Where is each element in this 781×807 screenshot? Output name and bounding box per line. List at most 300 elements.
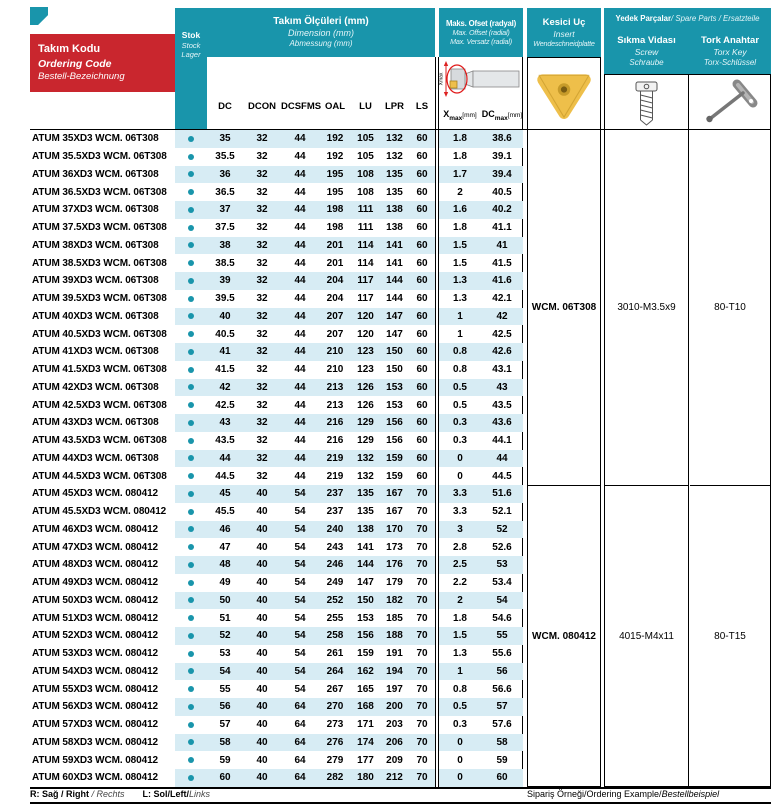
xmax-cell: 0.3 (453, 435, 467, 447)
tool-code-cell: ATUM 44.5XD3 WCM. 06T308 (32, 470, 167, 482)
dcmax-cell: 59 (496, 754, 508, 766)
stock-dot-icon (188, 775, 194, 781)
dcon-cell: 40 (243, 556, 281, 574)
xmax-cell: 1.8 (453, 222, 467, 234)
dcmax-cell: 39.1 (492, 151, 512, 163)
ls-cell: 60 (409, 272, 435, 290)
oal-cell: 258 (319, 627, 351, 645)
lpr-cell: 141 (380, 237, 409, 255)
table-row (30, 751, 523, 769)
xmax-cell: 0 (457, 470, 463, 482)
dc-cell: 39.5 (215, 293, 235, 305)
dcon-cell: 32 (256, 151, 268, 163)
dcmax-cell: 42.1 (492, 293, 512, 305)
dc-cell: 38 (207, 237, 243, 255)
tool-code-cell: ATUM 56XD3 WCM. 080412 (32, 701, 158, 713)
dc-cell: 52 (207, 627, 243, 645)
table-row (30, 716, 523, 734)
ordering-code-header (30, 34, 175, 92)
table-row (30, 166, 523, 184)
tool-code-cell: ATUM 52XD3 WCM. 080412 (32, 630, 158, 642)
dimension-column-labels (207, 57, 435, 129)
insert-de: Wendeschneidplatte (533, 39, 595, 49)
ls-cell: 60 (416, 186, 428, 198)
dcsfms-cell: 44 (281, 450, 319, 468)
table-row (30, 627, 523, 645)
stock-cell (175, 645, 207, 663)
ls-cell: 60 (409, 414, 435, 432)
dcon-cell: 32 (256, 435, 268, 447)
table-row (30, 343, 523, 361)
stock-cell (175, 201, 207, 219)
ls-cell: 70 (409, 734, 435, 752)
xmax-cell: 2 (439, 592, 481, 610)
tool-code-cell: ATUM 44XD3 WCM. 06T308 (32, 452, 159, 464)
dc-cell: 55 (219, 683, 231, 695)
oal-cell: 237 (326, 506, 344, 518)
dc-cell: 42 (207, 379, 243, 397)
stock-cell (175, 254, 207, 272)
dc-cell: 40 (207, 308, 243, 326)
xmax-cell: 2.5 (439, 556, 481, 574)
dcsfms-cell: 44 (294, 151, 306, 163)
dc-cell: 45.5 (215, 506, 235, 518)
xmax-cell: 0.3 (453, 719, 467, 731)
dc-cell: 41 (207, 343, 243, 361)
lu-cell: 165 (357, 683, 374, 695)
xmax-cell: 1.5 (453, 257, 467, 269)
dcon-cell: 32 (243, 130, 281, 148)
dc-cell: 54 (207, 663, 243, 681)
dcmax-cell: 43.5 (492, 399, 512, 411)
lpr-cell: 209 (386, 754, 403, 766)
stock-dot-icon (188, 367, 194, 373)
dcon-cell: 32 (243, 343, 281, 361)
dcmax-cell: 43.6 (481, 414, 523, 432)
ls-cell: 60 (409, 343, 435, 361)
table-row (30, 592, 523, 610)
dcmax-cell: 55 (481, 627, 523, 645)
ls-cell: 70 (416, 719, 428, 731)
lu-cell: 114 (351, 237, 380, 255)
stock-cell (175, 361, 207, 379)
stock-dot-icon (188, 633, 194, 639)
lu-cell: 111 (351, 201, 380, 219)
tool-code-cell: ATUM 36XD3 WCM. 06T308 (32, 168, 159, 180)
offset-tr: Maks. Ofset (radyal) (445, 18, 517, 28)
dcmax-cell: 56.6 (492, 683, 512, 695)
torx-de: Torx-Schlüssel (703, 57, 757, 67)
stock-cell (175, 521, 207, 539)
table-row (30, 698, 523, 716)
table-row (30, 290, 523, 308)
oal-cell: 261 (326, 648, 344, 660)
dcon-cell: 40 (256, 577, 268, 589)
table-row (30, 183, 523, 201)
oal-cell: 207 (326, 328, 344, 340)
oal-cell: 246 (319, 556, 351, 574)
stock-dot-icon (188, 473, 194, 479)
stock-dot-icon (188, 402, 194, 408)
tool-code-cell: ATUM 51XD3 WCM. 080412 (32, 612, 158, 624)
dc-cell: 60 (207, 769, 243, 787)
dc-cell: 49 (219, 577, 231, 589)
stock-dot-icon (188, 296, 194, 302)
lu-cell: 150 (351, 592, 380, 610)
lpr-cell: 135 (386, 186, 403, 198)
screw-icon (606, 76, 687, 128)
ls-cell: 60 (416, 222, 428, 234)
dcsfms-cell: 44 (294, 186, 306, 198)
stock-dot-icon (188, 597, 194, 603)
ls-cell: 60 (416, 293, 428, 305)
lpr-cell: 167 (386, 506, 403, 518)
stock-dot-icon (188, 136, 194, 142)
xmax-cell: 3.3 (453, 506, 467, 518)
insert-value-group1: WCM. 06T308 (531, 302, 597, 313)
ls-cell: 70 (409, 521, 435, 539)
xmax-cell: 2.2 (453, 577, 467, 589)
dcsfms-cell: 44 (294, 470, 306, 482)
xmax-cell: 3 (439, 521, 481, 539)
stock-dot-icon (188, 420, 194, 426)
dcon-cell: 40 (243, 734, 281, 752)
dcsfms-cell: 44 (281, 308, 319, 326)
lpr-cell: 135 (380, 166, 409, 184)
lpr-cell: 141 (386, 257, 403, 269)
lpr-cell: 203 (386, 719, 403, 731)
lu-cell: 129 (351, 414, 380, 432)
stock-dot-icon (188, 455, 194, 461)
lpr-cell: 182 (380, 592, 409, 610)
dcmax-cell: 39.4 (481, 166, 523, 184)
lu-cell: 105 (351, 130, 380, 148)
tool-code-cell: ATUM 58XD3 WCM. 080412 (32, 736, 158, 748)
tool-code-cell: ATUM 35.5XD3 WCM. 06T308 (32, 151, 167, 163)
dcon-cell: 32 (243, 201, 281, 219)
ls-cell: 70 (416, 612, 428, 624)
stock-cell (175, 272, 207, 290)
lpr-cell: 144 (386, 293, 403, 305)
footer-left-hand-label: L: Sol/Left/ (142, 789, 190, 799)
table-row (30, 485, 523, 503)
dc-cell: 50 (207, 592, 243, 610)
oal-cell: 240 (319, 521, 351, 539)
lpr-cell: 153 (380, 379, 409, 397)
col-label-ls: LS (415, 100, 429, 112)
stock-dot-icon (188, 260, 194, 266)
dcmax-cell: 53.4 (492, 577, 512, 589)
table-row (30, 450, 523, 468)
dcsfms-cell: 54 (281, 556, 319, 574)
ls-cell: 60 (416, 435, 428, 447)
stock-cell (175, 450, 207, 468)
oal-cell: 255 (326, 612, 344, 624)
tool-code-cell: ATUM 40XD3 WCM. 06T308 (32, 310, 159, 322)
ls-cell: 60 (416, 399, 428, 411)
xmax-cell: 1 (439, 308, 481, 326)
xmax-cell: 0 (439, 734, 481, 752)
lu-cell: 132 (357, 470, 374, 482)
oal-cell: 237 (319, 485, 351, 503)
tool-code-cell: ATUM 54XD3 WCM. 080412 (32, 665, 158, 677)
table-row (30, 769, 523, 787)
stock-dot-icon (188, 526, 194, 532)
insert-value-group2: WCM. 080412 (532, 630, 596, 642)
dcon-cell: 40 (256, 541, 268, 553)
col-label-dc: DC (218, 100, 232, 112)
ordering-code-tr: Takım Kodu (38, 43, 101, 56)
table-row (30, 645, 523, 663)
ls-cell: 60 (416, 151, 428, 163)
stock-cell (175, 592, 207, 610)
tool-code-cell: ATUM 37XD3 WCM. 06T308 (32, 204, 159, 216)
dcsfms-cell: 44 (281, 130, 319, 148)
col-label-oal: OAL (324, 100, 346, 112)
ls-cell: 60 (416, 470, 428, 482)
lu-cell: 117 (357, 293, 374, 305)
dcon-cell: 40 (243, 698, 281, 716)
stock-cell (175, 219, 207, 237)
table-row (30, 130, 523, 148)
dc-cell: 42.5 (215, 399, 235, 411)
dc-cell: 51 (219, 612, 231, 624)
ordering-code-en: Ordering Code (38, 57, 112, 70)
stock-dot-icon (188, 509, 194, 515)
stock-dot-icon (188, 704, 194, 710)
tool-code-cell: ATUM 42.5XD3 WCM. 06T308 (32, 399, 167, 411)
ls-cell: 60 (416, 364, 428, 376)
oal-cell: 264 (319, 663, 351, 681)
oal-cell: 201 (326, 257, 344, 269)
stock-cell (175, 574, 207, 592)
stock-dot-icon (188, 651, 194, 657)
lpr-cell: 167 (380, 485, 409, 503)
dcsfms-cell: 44 (281, 237, 319, 255)
lu-cell: 147 (357, 577, 374, 589)
lpr-cell: 173 (386, 541, 403, 553)
stock-cell (175, 485, 207, 503)
stock-cell (175, 609, 207, 627)
lu-cell: 144 (351, 556, 380, 574)
lu-cell: 153 (357, 612, 374, 624)
stock-cell (175, 556, 207, 574)
dcon-cell: 40 (243, 663, 281, 681)
table-row (30, 272, 523, 290)
dcmax-cell: 55.6 (492, 648, 512, 660)
offset-diagram-icon (439, 58, 523, 100)
lu-cell: 126 (357, 399, 374, 411)
lu-cell: 135 (351, 485, 380, 503)
stock-cell (175, 432, 207, 450)
stock-column-header (175, 8, 207, 130)
dc-cell: 44 (207, 450, 243, 468)
lu-cell: 171 (357, 719, 374, 731)
dcsfms-cell: 54 (294, 612, 306, 624)
stock-cell (175, 538, 207, 556)
stock-cell (175, 503, 207, 521)
stock-cell (175, 680, 207, 698)
dcsfms-cell: 54 (281, 592, 319, 610)
dcon-cell: 32 (256, 328, 268, 340)
stock-cell (175, 290, 207, 308)
lpr-cell: 194 (380, 663, 409, 681)
dc-cell: 43 (207, 414, 243, 432)
dcsfms-cell: 64 (281, 769, 319, 787)
dcmax-cell: 42.6 (481, 343, 523, 361)
dc-cell: 35.5 (215, 151, 235, 163)
stock-cell (175, 308, 207, 326)
oal-cell: 213 (319, 379, 351, 397)
dcsfms-cell: 44 (294, 257, 306, 269)
xmax-cell: 3.3 (439, 485, 481, 503)
dcon-cell: 40 (256, 683, 268, 695)
tool-code-cell: ATUM 48XD3 WCM. 080412 (32, 559, 158, 571)
dcsfms-cell: 54 (281, 521, 319, 539)
footer-right-hand-label: R: Sağ / Right (30, 789, 89, 799)
insert-trigon-icon (529, 62, 599, 126)
tool-code-cell: ATUM 37.5XD3 WCM. 06T308 (32, 222, 167, 234)
lu-cell: 132 (351, 450, 380, 468)
tool-code-cell: ATUM 60XD3 WCM. 080412 (32, 772, 158, 784)
tool-code-cell: ATUM 38.5XD3 WCM. 06T308 (32, 257, 167, 269)
torx-header (689, 29, 771, 74)
dcon-cell: 40 (243, 592, 281, 610)
stock-cell (175, 148, 207, 166)
dcon-cell: 40 (256, 612, 268, 624)
ls-cell: 70 (416, 683, 428, 695)
stock-cell (175, 166, 207, 184)
screw-en: Screw (634, 47, 659, 58)
dcon-cell: 40 (243, 627, 281, 645)
ls-cell: 60 (409, 166, 435, 184)
lpr-cell: 138 (380, 201, 409, 219)
dcon-cell: 32 (256, 222, 268, 234)
dcon-cell: 32 (243, 237, 281, 255)
table-row (30, 521, 523, 539)
dcsfms-cell: 44 (281, 414, 319, 432)
dcon-cell: 40 (243, 521, 281, 539)
lpr-cell: 185 (386, 612, 403, 624)
col-label-lu: LU (359, 100, 372, 112)
dcmax-cell: 53 (481, 556, 523, 574)
stock-tr: Stok (181, 30, 201, 40)
col-label-dcon: DCON (248, 100, 276, 112)
table-row (30, 574, 523, 592)
tool-code-cell: ATUM 57XD3 WCM. 080412 (32, 719, 158, 731)
ls-cell: 70 (409, 698, 435, 716)
dcmax-cell: 42.5 (492, 328, 512, 340)
xmax-cell: 1.3 (453, 648, 467, 660)
table-row (30, 663, 523, 681)
lu-cell: 123 (351, 343, 380, 361)
dcsfms-cell: 64 (281, 734, 319, 752)
xmax-cell: 0.3 (439, 414, 481, 432)
xmax-cell: 0 (439, 450, 481, 468)
lpr-cell: 159 (386, 470, 403, 482)
dcsfms-cell: 64 (281, 698, 319, 716)
dcmax-cell: 54.6 (492, 612, 512, 624)
table-row (30, 254, 523, 272)
tool-code-cell: ATUM 49XD3 WCM. 080412 (32, 577, 158, 589)
tool-code-cell: ATUM 42XD3 WCM. 06T308 (32, 381, 159, 393)
lu-cell: 111 (357, 222, 374, 234)
lu-cell: 123 (357, 364, 374, 376)
dcsfms-cell: 54 (294, 541, 306, 553)
lu-cell: 141 (357, 541, 374, 553)
dc-cell: 39 (207, 272, 243, 290)
dcmax-cell: 52.6 (492, 541, 512, 553)
dcmax-cell: 44.1 (492, 435, 512, 447)
dcsfms-cell: 44 (294, 293, 306, 305)
ordering-code-de: Bestell-Bezeichnung (38, 71, 125, 83)
lpr-cell: 170 (380, 521, 409, 539)
tool-code-cell: ATUM 35XD3 WCM. 06T308 (32, 133, 159, 145)
xmax-cell: 0.5 (453, 399, 467, 411)
lu-cell: 135 (357, 506, 374, 518)
xmax-cell: 1.8 (453, 151, 467, 163)
dcsfms-cell: 44 (281, 379, 319, 397)
lpr-cell: 150 (386, 364, 403, 376)
table-row (30, 503, 523, 521)
ls-cell: 70 (409, 485, 435, 503)
screw-value-group2: 4015-M4x11 (619, 630, 674, 642)
dcon-cell: 40 (256, 754, 268, 766)
lpr-cell: 206 (380, 734, 409, 752)
dc-cell: 35 (207, 130, 243, 148)
ls-cell: 60 (409, 201, 435, 219)
dc-cell: 48 (207, 556, 243, 574)
ls-cell: 70 (416, 577, 428, 589)
screw-de: Schraube (629, 57, 664, 67)
dcsfms-cell: 54 (281, 627, 319, 645)
screw-header (604, 29, 689, 74)
oal-cell: 276 (319, 734, 351, 752)
stock-dot-icon (188, 384, 194, 390)
insert-tr: Kesici Uç (542, 16, 586, 28)
dcon-cell: 40 (256, 648, 268, 660)
xmax-cell: 0.8 (453, 683, 467, 695)
lpr-cell: 132 (386, 151, 403, 163)
stock-dot-icon (188, 739, 194, 745)
dcon-cell: 40 (243, 769, 281, 787)
dc-cell: 59 (219, 754, 231, 766)
xmax-cell: 1.3 (439, 272, 481, 290)
lpr-cell: 191 (386, 648, 403, 660)
lpr-cell: 153 (386, 399, 403, 411)
stock-dot-icon (188, 207, 194, 213)
oal-cell: 249 (326, 577, 344, 589)
torx-tr: Tork Anahtar (700, 35, 760, 47)
xmax-cell: 1.8 (453, 612, 467, 624)
tool-code-cell: ATUM 46XD3 WCM. 080412 (32, 523, 158, 535)
dc-cell: 37.5 (215, 222, 235, 234)
oal-cell: 204 (326, 293, 344, 305)
stock-dot-icon (188, 615, 194, 621)
stock-dot-icon (188, 154, 194, 160)
table-row (30, 556, 523, 574)
tool-code-cell: ATUM 50XD3 WCM. 080412 (32, 594, 158, 606)
offset-en: Max. Offset (radial) (452, 28, 510, 38)
ls-cell: 70 (416, 506, 428, 518)
svg-text:Xmax: Xmax (439, 72, 445, 86)
lu-cell: 114 (357, 257, 374, 269)
dcsfms-cell: 44 (281, 166, 319, 184)
oal-cell: 210 (326, 364, 344, 376)
dcsfms-cell: 44 (281, 272, 319, 290)
lpr-cell: 159 (380, 450, 409, 468)
lu-cell: 156 (351, 627, 380, 645)
